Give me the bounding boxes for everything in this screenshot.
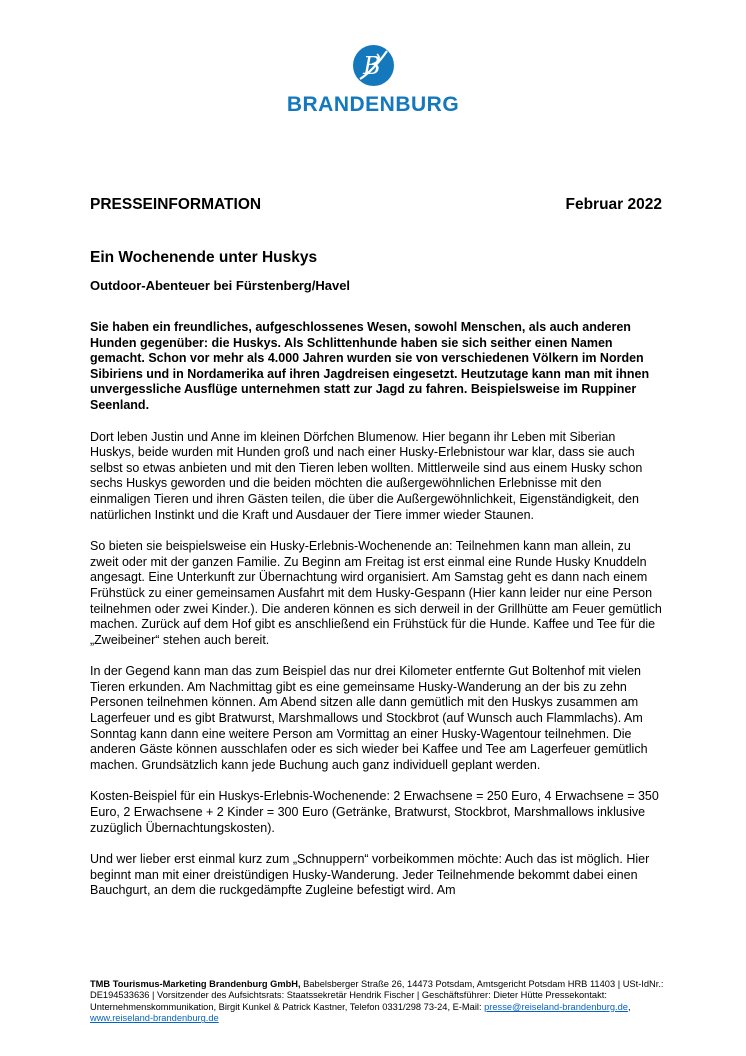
- body-paragraph: In der Gegend kann man das zum Beispiel das nur drei Kilometer entfernte Gut Boltenhof mit vielen Tieren erkunden. Am Nachmittag gibt es eine gemeinsame Husky-Wanderung an der bis zu zehn Personen teilnehmen können. Am Abend sitzen alle dann gemütlich mit den Huskys zusammen am Lagerfeuer und es gibt Bratwurst, Marshmallows und Stockbrot (auf Wunsch auch Flammlachs). Am Sonntag kann dann eine weitere Person am Vormittag an einer Husky-Wagentour teilnehmen. Die anderen Gäste können ausschlafen oder es sich wieder bei Kaffee und Tee am Lagerfeuer gemütlich machen. Grundsätzlich kann jede Buchung auch ganz individuell geplant werden.: [90, 664, 648, 772]
- press-info-label: PRESSEINFORMATION: [90, 196, 262, 213]
- body-paragraph: Und wer lieber erst einmal kurz zum „Schnuppern“ vorbeikommen möchte: Auch das ist möglich. Hier beginnt man mit einer dreistündigen Husky-Wanderung. Jeder Teilnehmende bekommt dabei einen Bauchgurt, an dem die ruckgedämpfte Zugleine befestigt wird. Am: [90, 852, 650, 898]
- body-paragraph: Kosten-Beispiel für ein Huskys-Erlebnis-Wochenende: 2 Erwachsene = 250 Euro, 4 Erwachsene = 350 Euro, 2 Erwachsene + 2 Kinder = 300 Euro (Getränke, Bratwurst, Stockbrot, Marshmallows inklusive zuzüglich Übernachtungskosten).: [90, 789, 659, 835]
- footer-imprint-text: Babelsberger Straße 26, 14473 Potsdam, Amtsgericht Potsdam HRB 11403 | USt-IdNr.: DE194533636 | Vorsitzender des Aufsichtsrats: Staatssekretär Hendrik Fischer | Geschäftsführer: Dieter Hütte Pressekontakt: Unternehmenskommunikation, Birgit Kunkel & Patrick Kastner, Telefon 0331/298 73-24, E-Mail:: [90, 979, 664, 1012]
- body-paragraph: Dort leben Justin und Anne im kleinen Dörfchen Blumenow. Hier begann ihr Leben mit Siberian Huskys, beide wurden mit Hunden groß und nach einer Husky-Erlebnistour war klar, dass sie auch selbst so etwas anbieten und mit den Tieren leben wollten. Mittlerweile sind aus einem Husky schon sechs Huskys geworden und die beiden möchten die außergewöhnlichen Erlebnisse mit den einmaligen Tieren und ihren Gästen teilen, die über die Außergewöhnlichkeit, Eigenständigkeit, den natürlichen Instinkt und die Kraft und Ausdauer der Tiere immer wieder Staunen.: [90, 429, 643, 522]
- lead-paragraph: Sie haben ein freundliches, aufgeschlossenes Wesen, sowohl Menschen, als auch anderen Hunden gegenüber: die Huskys. Als Schlittenhunde haben sie sich seither einen Namen gemacht. Schon vor mehr als 4.000 Jahren wurden sie von verschiedenen Völkern im Norden Sibiriens und in Nordamerika auf ihren Jagdreisen eingesetzt. Heutzutage kann man mit ihnen unvergessliche Ausflüge unternehmen statt zur Jagd zu fahren. Beispielsweise im Ruppiner Seenland.: [90, 320, 650, 412]
- body-paragraph: So bieten sie beispielsweise ein Husky-Erlebnis-Wochenende an: Teilnehmen kann man allein, zu zweit oder mit der ganzen Familie. Zu Beginn am Freitag ist erst einmal eine Runde Husky Knuddeln angesagt. Eine Unterkunft zur Übernachtung wird organisiert. Am Samstag geht es dann nach einem Frühstück zu einer gemeinsamen Ausfahrt mit dem Husky-Gespann (Hier kann leider nur eine Person teilnehmen oder zwei Kinder.). Die anderen können es sich derweil in der Grillhütte am Feuer gemütlich machen. Zurück auf dem Hof gibt es anschließend ein Frühstück für die Hunde. Kaffee und Tee für die „Zweibeiner“ stehen auch bereit.: [90, 539, 662, 647]
- article-title: Ein Wochenende unter Huskys: [90, 249, 318, 266]
- footer-link-separator: ,: [627, 1001, 631, 1012]
- brandenburg-monogram-icon: [353, 45, 394, 86]
- brand-wordmark: BRANDENBURG: [286, 93, 460, 116]
- brand-logo: [0, 45, 746, 117]
- footer-imprint: [90, 979, 670, 1025]
- footer-email-link[interactable]: presse@reiseland-brandenburg.de: [484, 1001, 628, 1012]
- footer-company-name: TMB Tourismus-Marketing Brandenburg GmbH,: [90, 979, 301, 989]
- svg-text:B: B: [362, 52, 381, 80]
- date-label: Februar 2022: [565, 196, 662, 213]
- header-row: [90, 196, 662, 214]
- footer-website-link[interactable]: www.reiseland-brandenburg.de: [90, 1013, 219, 1024]
- press-release-body: [90, 196, 662, 899]
- article-subtitle: Outdoor-Abenteuer bei Fürstenberg/Havel: [90, 278, 351, 293]
